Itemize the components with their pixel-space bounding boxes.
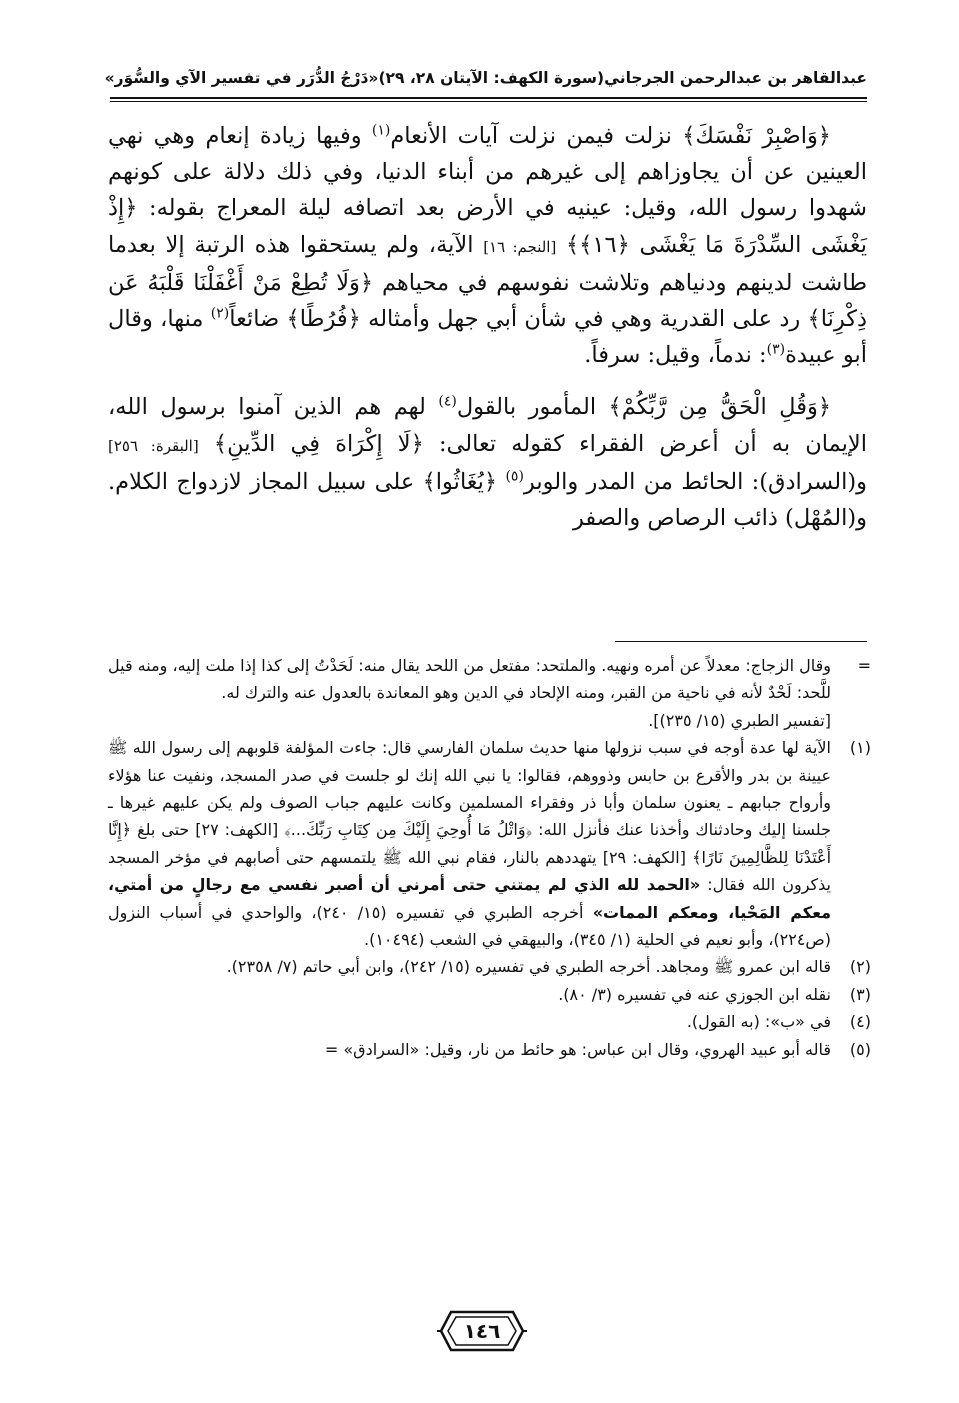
main-text <box>108 118 867 536</box>
running-header <box>104 62 867 94</box>
footnote-text: قاله ابن عمرو ﷺ ومجاهد. أخرجه الطبري في تفسيره (١٥/ ٢٤٢)، وابن أبي حاتم (٧/ ٢٣٥٨). <box>226 957 831 977</box>
header-section: (سورة الكهف: الآيتان ٢٨، ٢٩) <box>378 69 605 87</box>
text-run: ﴿وَاصْبِرْ نَفْسَكَ﴾ نزلت فيمن نزلت آيات الأنعام <box>390 123 831 149</box>
hadith-quote: «الحمد لله الذي لم يمتني حتى أمرني أن أصبر نفسي مع رجالٍ من أمتي، معكم المَحْيا، ومعكم الممات» <box>108 875 832 922</box>
footnote-text <box>108 734 831 953</box>
footnote-continuation <box>108 652 871 734</box>
footnote-line: وقال الزجاج: معدلاً عن أمره ونهيه. والملتحد: مفتعل من اللحد يقال منه: لَحَدْتُ إلى كذا إذا ملت إليه، ومنه قيل للَّحد: لَحْدٌ لأنه في ناحية من القبر، ومنه الإلحاد في الدين وهو المعاندة بالعدول عنه والترك له. <box>108 656 831 703</box>
footnote-3 <box>108 981 871 1008</box>
text-run: الآية، ولم يستحقوا هذه الرتبة إلا بعدما طاشت لدينهم ودنياهم وتلاشت نفوسهم في محياهم ﴿وَلَا تُطِعْ مَنْ أَغْفَلْنَا قَلْبَهُ عَن ذِكْرِنَا﴾ رد على القدرية وهي في شأن أبي جهل وأمثاله ﴿فُرُطًا﴾ ضائعاً <box>108 231 867 333</box>
verse-reference: [البقرة: ٢٥٦] <box>108 436 199 455</box>
verse-reference: [النجم: ١٦] <box>483 237 557 256</box>
footnote-separator <box>615 641 867 642</box>
footnote-ref-4[interactable]: (٤) <box>438 393 457 410</box>
paragraph-1 <box>108 118 867 373</box>
footnote-line: [تفسير الطبري (١٥/ ٢٣٥)]. <box>648 710 831 730</box>
footnote-ref-5[interactable]: (٥) <box>505 468 524 485</box>
paragraph-2 <box>108 389 867 536</box>
footnote-number: (٣) <box>849 984 871 1004</box>
footnote-number: (٤) <box>849 1012 871 1032</box>
continuation-marker: = <box>857 656 871 675</box>
text-run: ﴿وَقُلِ الْحَقُّ مِن رَّبِّكُمْ﴾ المأمور بالقول <box>456 394 832 421</box>
text-run: منها، وقال أبو عبيدة <box>108 306 867 369</box>
text-run: : ندماً، وقيل: سرفاً. <box>584 342 767 369</box>
footnote-5 <box>108 1036 871 1063</box>
header-book-title: «دَرْجُ الدُّرَر في تفسير الآي والسُّوَر» <box>104 69 379 87</box>
text-run: ﴿يُغَاثُوا﴾ على سبيل المجاز لازدواج الكلام. و(المُهْل) ذائب الرصاص والصفر <box>108 468 867 532</box>
footnote-2 <box>108 953 871 980</box>
footnote-text: في «ب»: (به القول). <box>686 1012 831 1032</box>
footnote-ref-1[interactable]: (١) <box>371 122 391 139</box>
footnote-1 <box>108 734 871 953</box>
footnote-text <box>108 652 831 734</box>
footnote-text: نقله ابن الجوزي عنه في تفسيره (٣/ ٨٠). <box>558 984 831 1004</box>
header-author: عبدالقاهر بن عبدالرحمن الجرجاني <box>604 69 867 87</box>
footnote-number: (٥) <box>849 1039 871 1059</box>
footnote-number: (١) <box>849 738 871 758</box>
footnote-text: قاله أبو عبيد الهروي، وقال ابن عباس: هو حائط من نار، وقيل: «السرادق» = <box>324 1039 831 1059</box>
text-run: لهم هم الذين آمنوا برسول الله، الإيمان به أن أعرض الفقراء كقوله تعالى: ﴿لَا إِكْرَاهَ فِي الدِّينِ﴾ <box>108 394 867 457</box>
page-number: ١٤٦ <box>463 1319 501 1343</box>
header-rule-thin <box>110 101 867 102</box>
footnote-4 <box>108 1008 871 1035</box>
footnote-number: (٢) <box>849 957 871 977</box>
text-run: أخرجه الطبري في تفسيره (١٥/ ٢٤٠)، والواحدي في أسباب النزول (ص٢٢٤)، وأبو نعيم في الحلية (١/ ٣٤٥)، والبيهقي في الشعب (١٠٤٩٤). <box>108 902 831 950</box>
text-run: وفيها زيادة إنعام وهي نهي العينين عن أن يجاوزاهم إلى غيرهم من أبناء الدنيا، وفي ذلك دلالة على كونهم شهدوا رسول الله، وقيل: عينيه في الأرض بعد اتصافه ليلة المعراج بقوله: ﴿إِذْ يَغْشَى السِّدْرَةَ مَا يَغْشَى ﴿١٦﴾﴾ <box>108 123 867 258</box>
header-rule <box>110 97 867 99</box>
footnotes <box>108 652 871 1063</box>
footnote-ref-2[interactable]: (٢) <box>210 305 230 322</box>
footnote-ref-3[interactable]: (٣) <box>766 341 786 358</box>
text-run: و(السرادق): الحائط من المدر والوبر <box>523 468 868 495</box>
page-number-ornament <box>437 1308 527 1354</box>
text-run: الآية لها عدة أوجه في سبب نزولها منها حديث سلمان الفارسي قال: جاءت المؤلفة قلوبهم إلى رسول الله ﷺ عيينة بن بدر والأقرع بن حابس وذووهم، فقالوا: يا نبي الله إنك لو جلست في صدر المسجد، ونفيت عنا هؤلاء وأرواح جبابهم ـ يعنون سلمان وأبا ذر وفقراء المسلمين وكانت عليهم جباب الصوف ولم يكن عليهم غيرها ـ جلسنا إليك وحادثناك وأخذنا عنك فأنزل الله: ﴿وَاتْلُ مَا أُوحِيَ إِلَيْكَ مِن كِتَابِ رَبِّكَ...﴾ [الكهف: ٢٧] حتى بلغ ﴿إِنَّا أَعْتَدْنَا لِلظَّالِمِينَ نَارًا﴾ [الكهف: ٢٩] يتهددهم بالنار، فقام نبي الله ﷺ يلتمسهم حتى أصابهم في مؤخر المسجد يذكرون الله فقال: <box>108 738 832 895</box>
